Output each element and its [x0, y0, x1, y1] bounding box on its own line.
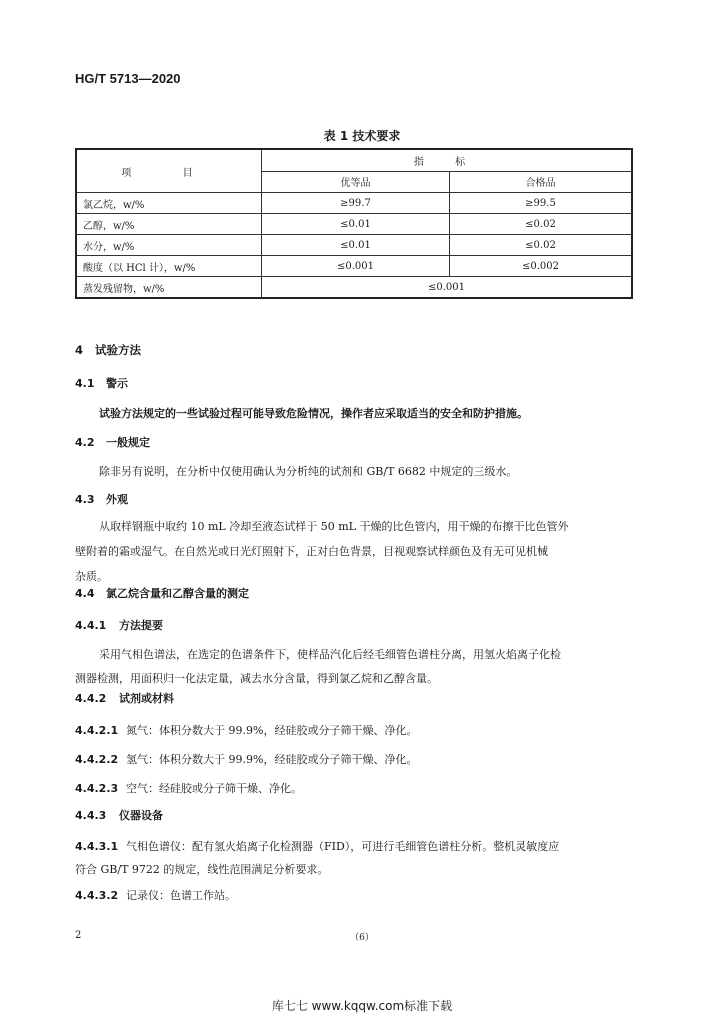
paragraph-4-2: 除非另有说明，在分析中仅使用确认为分析纯的试剂和 GB/T 6682 中规定的三级水。: [99, 465, 518, 478]
section-heading-4-4-3: 4.4.3 仪器设备: [75, 809, 163, 822]
table-header-item: 项 目: [76, 149, 262, 193]
table-cell-item: 水分，w/%: [76, 235, 262, 256]
table-cell-item: 氯乙烷，w/%: [76, 193, 262, 214]
clause-4-4-2-2: 4.4.2.2 氢气：体积分数大于 99.9%，经硅胶或分子筛干燥、净化。: [75, 753, 418, 766]
footer-watermark-link[interactable]: 库七七 www.kqqw.com标准下载: [271, 999, 453, 1013]
table-cell-item: 蒸发残留物，w/%: [76, 277, 262, 299]
table-row: [76, 277, 632, 299]
paragraph-4-3-line: 杂质。: [75, 570, 108, 583]
section-heading-4-4-2: 4.4.2 试剂或材料: [75, 692, 174, 705]
table-cell-grade1: ≤0.001: [262, 256, 450, 277]
page-number: 2: [75, 930, 82, 941]
clause-4-4-2-1: 4.4.2.1 氮气：体积分数大于 99.9%，经硅胶或分子筛干燥、净化。: [75, 724, 418, 737]
standard-code: HG/T 5713—2020: [75, 71, 181, 86]
table-cell-grade2: ≤0.02: [450, 235, 633, 256]
table-cell-value: ≤0.001: [262, 277, 633, 299]
sheet-number: （6）: [350, 933, 374, 943]
paragraph-4-3-line: 壁附着的霜或湿气。在自然光或日光灯照射下，正对白色背景，目视观察试样颜色及有无可见机械: [75, 545, 548, 558]
table-header-grade2: 合格品: [450, 171, 633, 193]
section-heading-4-1: 4.1 警示: [75, 377, 128, 390]
table-cell-grade1: ≤0.01: [262, 214, 450, 235]
clause-4-4-2-3: 4.4.2.3 空气：经硅胶或分子筛干燥、净化。: [75, 782, 302, 795]
table-cell-grade2: ≤0.002: [450, 256, 633, 277]
table-row: [76, 235, 632, 256]
table-row: [76, 214, 632, 235]
table-row: [76, 193, 632, 214]
table-header-grade1: 优等品: [262, 171, 450, 193]
section-heading-4-4: 4.4 氯乙烷含量和乙醇含量的测定: [75, 587, 249, 600]
paragraph-4-4-1-line: 测器检测，用面积归一化法定量，减去水分含量，得到氯乙烷和乙醇含量。: [75, 672, 438, 685]
section-heading-4-3: 4.3 外观: [75, 493, 128, 506]
table-cell-grade2: ≤0.02: [450, 214, 633, 235]
table-title: 表 1 技术要求: [323, 129, 401, 143]
section-heading-4: 4 试验方法: [75, 343, 141, 357]
paragraph-4-4-1-line: 采用气相色谱法，在选定的色谱条件下，使样品汽化后经毛细管色谱柱分离，用氢火焰离子化检: [99, 648, 561, 661]
section-heading-4-4-1: 4.4.1 方法提要: [75, 619, 163, 632]
table-cell-item: 乙醇，w/%: [76, 214, 262, 235]
clause-4-4-3-2: 4.4.3.2 记录仪：色谱工作站。: [75, 889, 236, 902]
paragraph-4-1: 试验方法规定的一些试验过程可能导致危险情况，操作者应采取适当的安全和防护措施。: [99, 407, 528, 420]
clause-4-4-3-1-cont: 符合 GB/T 9722 的规定，线性范围满足分析要求。: [75, 863, 329, 876]
table-cell-grade1: ≤0.01: [262, 235, 450, 256]
table-cell-item: 酸度（以 HCl 计），w/%: [76, 256, 262, 277]
paragraph-4-3-line: 从取样钢瓶中取约 10 mL 冷却至液态试样于 50 mL 干燥的比色管内，用干燥的布擦干比色管外: [99, 520, 569, 533]
clause-4-4-3-1: 4.4.3.1 气相色谱仪：配有氢火焰离子化检测器（FID），可进行毛细管色谱柱分析。整机灵敏度应: [75, 840, 560, 853]
table-cell-grade1: ≥99.7: [262, 193, 450, 214]
table-header-index: 指 标: [262, 149, 633, 171]
table-cell-grade2: ≥99.5: [450, 193, 633, 214]
table-row: [76, 256, 632, 277]
technical-requirements-table: [75, 148, 633, 299]
section-heading-4-2: 4.2 一般规定: [75, 436, 150, 449]
